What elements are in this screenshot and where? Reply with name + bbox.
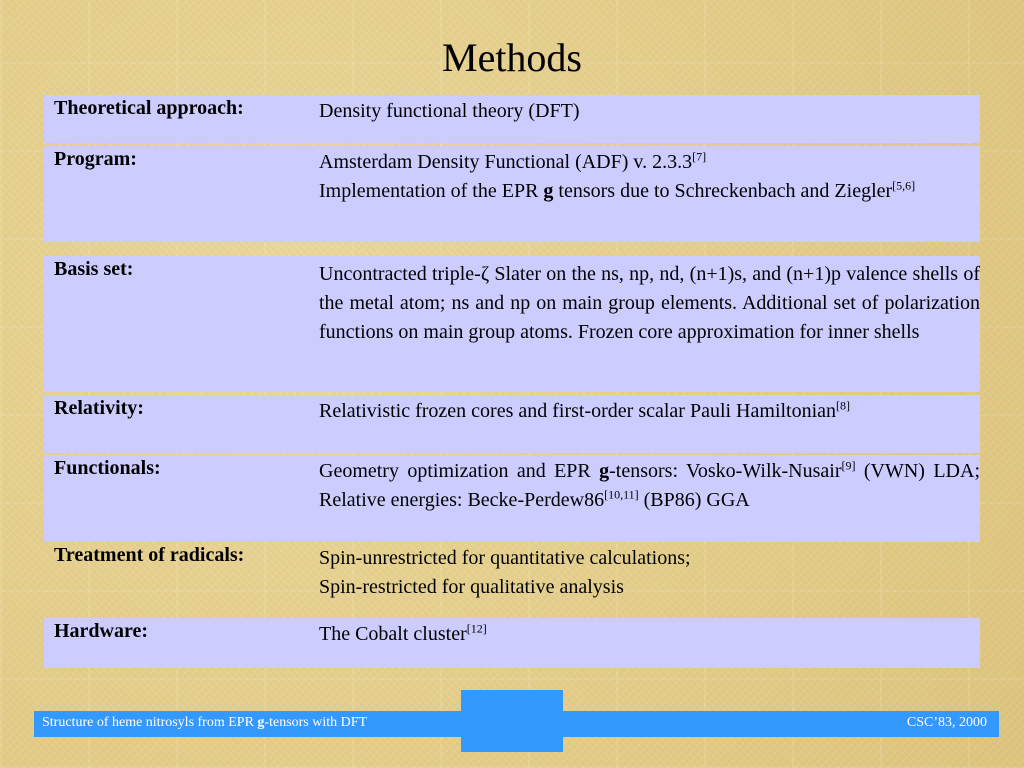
row-label: Relativity: <box>54 397 144 419</box>
value-text: tensors due to Schreckenbach and Ziegler <box>553 180 893 202</box>
value-text: Density functional theory (DFT) <box>319 100 580 122</box>
row-value <box>319 544 980 602</box>
row-theoretical-approach <box>44 95 980 143</box>
value-text: -tensors: Vosko-Wilk-Nusair <box>609 460 842 482</box>
footer-conference: CSC’83, 2000 <box>906 715 987 730</box>
g-symbol: g <box>599 460 610 482</box>
value-line <box>319 148 980 177</box>
footer-g-symbol: g <box>257 715 265 730</box>
value-line <box>319 620 980 649</box>
row-functionals <box>44 455 980 542</box>
footer-bar <box>34 711 999 737</box>
value-line <box>319 457 980 515</box>
row-value <box>319 260 980 347</box>
row-label: Functionals: <box>54 457 161 479</box>
value-text: The Cobalt cluster <box>319 623 467 645</box>
row-value <box>319 457 980 515</box>
row-program <box>44 146 980 242</box>
row-label: Program: <box>54 148 137 170</box>
row-treatment-of-radicals <box>44 542 980 612</box>
g-symbol: g <box>543 180 554 202</box>
value-text: Uncontracted triple-ζ Slater on the ns, np, nd, (n+1)s, and (n+1)p valence shells of the metal atom; ns and np on main group elements. Additional set of polarization functions on main group atoms. Frozen core approximation for inner shells <box>319 263 980 343</box>
value-text: Implementation of the EPR <box>319 180 544 202</box>
citation: [12] <box>466 621 487 636</box>
row-label: Basis set: <box>54 258 134 280</box>
footer-title <box>42 715 367 731</box>
footer-text: -tensors with DFT <box>264 715 368 730</box>
row-label: Hardware: <box>54 620 149 642</box>
row-basis-set <box>44 256 980 392</box>
citation: [8] <box>836 398 851 413</box>
citation: [7] <box>692 149 707 164</box>
slide-title: Methods <box>442 35 582 80</box>
value-line <box>319 177 980 206</box>
row-relativity <box>44 395 980 453</box>
value-line <box>319 397 980 426</box>
row-label: Theoretical approach: <box>54 97 244 119</box>
value-text: (VWN) LDA; Relative energies: Becke-Perdew86 <box>319 460 980 511</box>
row-hardware <box>44 618 980 668</box>
row-label: Treatment of radicals: <box>54 544 245 566</box>
citation: [5,6] <box>892 178 916 193</box>
citation: [10,11] <box>604 487 639 502</box>
row-value <box>319 397 980 426</box>
value-text: Geometry optimization and EPR <box>319 460 600 482</box>
value-text: Spin-restricted for qualitative analysis <box>319 576 624 598</box>
footer-text: Structure of heme nitrosyls from EPR <box>42 715 258 730</box>
row-value <box>319 148 980 206</box>
value-text: Spin-unrestricted for quantitative calculations; <box>319 547 691 569</box>
value-text: Relativistic frozen cores and first-order scalar Pauli Hamiltonian <box>319 400 837 422</box>
row-value <box>319 620 980 649</box>
value-text: (BP86) GGA <box>638 489 750 511</box>
row-value <box>319 97 980 126</box>
value-text: Amsterdam Density Functional (ADF) v. 2.3.3 <box>319 151 693 173</box>
citation: [9] <box>841 458 856 473</box>
